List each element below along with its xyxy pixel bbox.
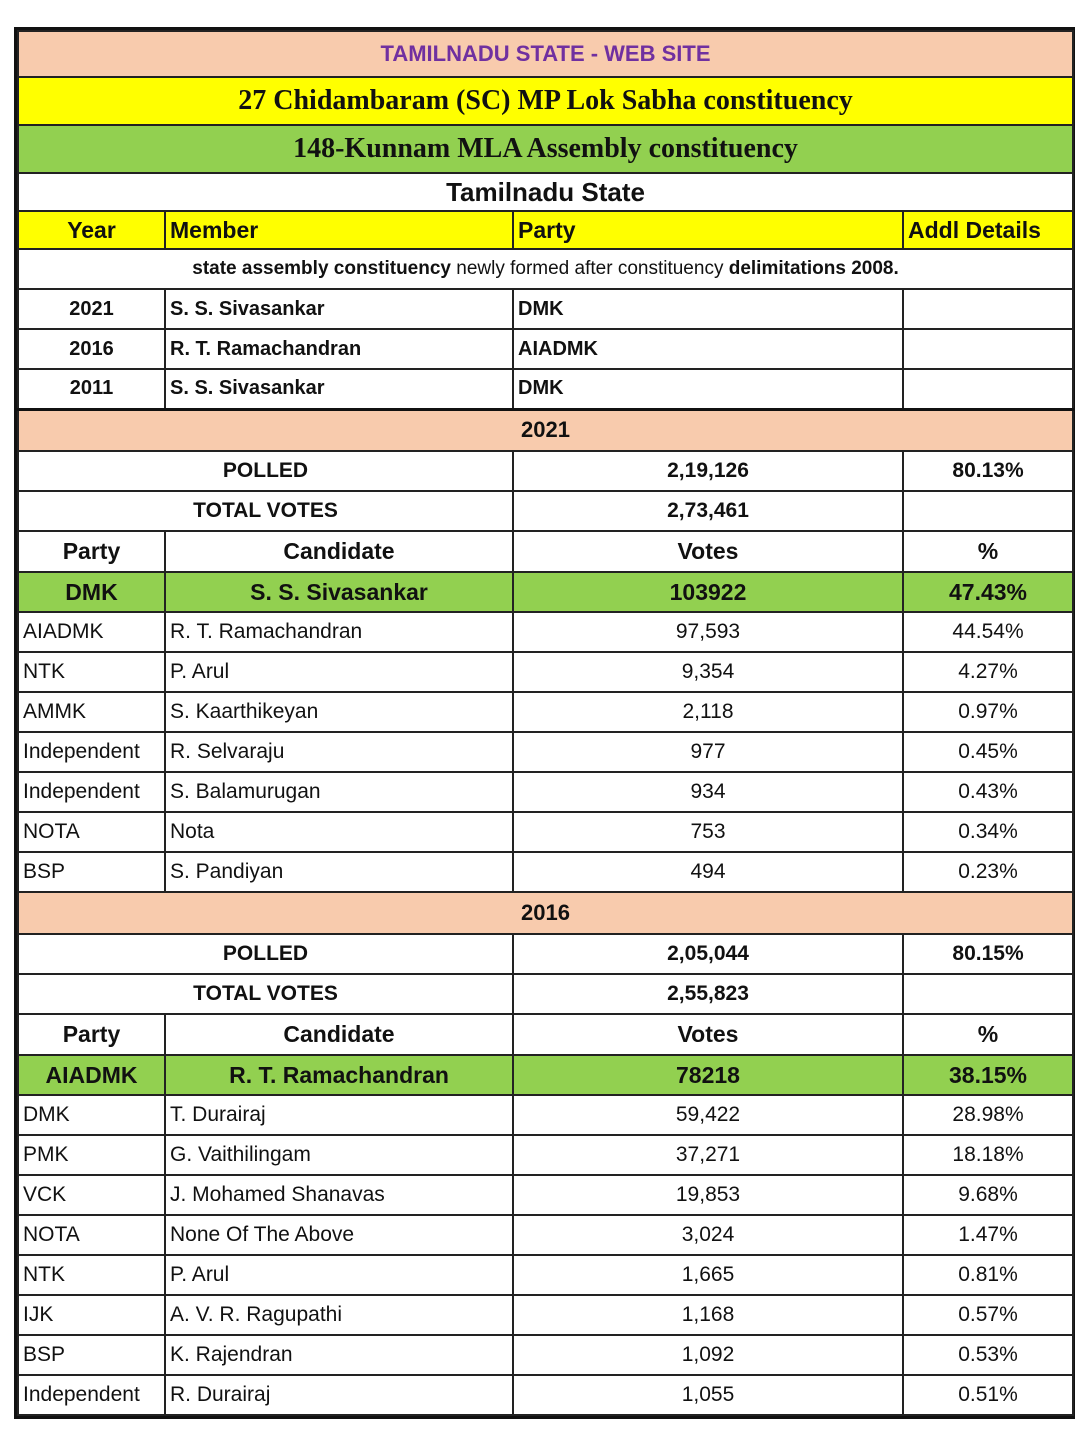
candidate-percent: 0.45% — [903, 732, 1073, 772]
candidate-votes: 1,168 — [513, 1295, 903, 1335]
candidate-row — [18, 812, 1073, 852]
candidate-row — [18, 1255, 1073, 1295]
note-part: state assembly constituency — [192, 258, 451, 279]
candidate-percent: 0.23% — [903, 852, 1073, 892]
candidate-name: R. Durairaj — [165, 1375, 513, 1415]
candidate-percent: 0.34% — [903, 812, 1073, 852]
col-header-year: Year — [18, 211, 165, 249]
total-votes-label: TOTAL VOTES — [18, 974, 513, 1014]
election-year-band: 2016 — [18, 892, 1073, 934]
candidate-row — [18, 1335, 1073, 1375]
candidate-row — [18, 1295, 1073, 1335]
table-row — [18, 974, 1073, 1014]
candidate-party: PMK — [18, 1135, 165, 1175]
candidate-name: R. Selvaraju — [165, 732, 513, 772]
candidate-votes: 494 — [513, 852, 903, 892]
col-header-addl-details: Addl Details — [903, 211, 1073, 249]
table-row — [18, 451, 1073, 491]
candidate-party: DMK — [18, 1095, 165, 1135]
candidate-votes: 19,853 — [513, 1175, 903, 1215]
winner-percent: 47.43% — [903, 572, 1073, 612]
candidate-row — [18, 852, 1073, 892]
candidate-name: A. V. R. Ragupathi — [165, 1295, 513, 1335]
candidate-percent: 0.53% — [903, 1335, 1073, 1375]
winner-votes: 78218 — [513, 1055, 903, 1095]
winner-percent: 38.15% — [903, 1055, 1073, 1095]
candidate-votes: 1,665 — [513, 1255, 903, 1295]
winner-party: AIADMK — [18, 1055, 165, 1095]
table-row — [18, 892, 1073, 934]
table-row — [18, 1014, 1073, 1055]
candidate-percent: 0.57% — [903, 1295, 1073, 1335]
election-year-band: 2021 — [18, 409, 1073, 451]
total-votes-empty — [903, 491, 1073, 531]
candidate-row — [18, 732, 1073, 772]
candidate-votes: 1,055 — [513, 1375, 903, 1415]
candidate-row — [18, 1135, 1073, 1175]
candidate-party: VCK — [18, 1175, 165, 1215]
table-row — [18, 409, 1073, 451]
member-row — [18, 369, 1073, 409]
col-header-percent: % — [903, 531, 1073, 572]
member-row — [18, 329, 1073, 369]
note-part: delimitations 2008. — [728, 258, 899, 279]
candidate-percent: 1.47% — [903, 1215, 1073, 1255]
col-header-candidate: Candidate — [165, 1014, 513, 1055]
member-details — [903, 329, 1073, 369]
candidate-percent: 18.18% — [903, 1135, 1073, 1175]
candidate-party: BSP — [18, 1335, 165, 1375]
candidate-party: BSP — [18, 852, 165, 892]
candidate-party: Independent — [18, 732, 165, 772]
candidate-percent: 0.81% — [903, 1255, 1073, 1295]
candidate-percent: 4.27% — [903, 652, 1073, 692]
candidate-name: J. Mohamed Shanavas — [165, 1175, 513, 1215]
candidate-row — [18, 1175, 1073, 1215]
polled-value: 2,05,044 — [513, 934, 903, 974]
winner-row — [18, 1055, 1073, 1095]
candidate-name: S. Balamurugan — [165, 772, 513, 812]
member-year: 2011 — [18, 369, 165, 409]
candidate-party: AMMK — [18, 692, 165, 732]
polled-value: 2,19,126 — [513, 451, 903, 491]
candidate-votes: 9,354 — [513, 652, 903, 692]
col-header-votes: Votes — [513, 1014, 903, 1055]
table-row — [18, 491, 1073, 531]
candidate-percent: 0.51% — [903, 1375, 1073, 1415]
constituency-note — [18, 249, 1073, 289]
candidate-row — [18, 1375, 1073, 1415]
candidate-percent: 44.54% — [903, 612, 1073, 652]
col-header-votes: Votes — [513, 531, 903, 572]
candidate-party: Independent — [18, 772, 165, 812]
polled-percent: 80.13% — [903, 451, 1073, 491]
member-year: 2021 — [18, 289, 165, 329]
member-name: S. S. Sivasankar — [165, 289, 513, 329]
candidate-votes: 1,092 — [513, 1335, 903, 1375]
candidate-votes: 753 — [513, 812, 903, 852]
polled-label: POLLED — [18, 451, 513, 491]
col-header-candidate: Candidate — [165, 531, 513, 572]
candidate-party: IJK — [18, 1295, 165, 1335]
winner-row — [18, 572, 1073, 612]
candidate-name: S. Pandiyan — [165, 852, 513, 892]
member-details — [903, 369, 1073, 409]
col-header-party: Party — [18, 531, 165, 572]
total-votes-value: 2,55,823 — [513, 974, 903, 1014]
member-name: R. T. Ramachandran — [165, 329, 513, 369]
candidate-name: P. Arul — [165, 652, 513, 692]
candidate-votes: 977 — [513, 732, 903, 772]
table-row — [18, 531, 1073, 572]
member-party: DMK — [513, 289, 903, 329]
candidate-party: NTK — [18, 652, 165, 692]
winner-candidate: S. S. Sivasankar — [165, 572, 513, 612]
lok-sabha-title: 27 Chidambaram (SC) MP Lok Sabha constituency — [18, 77, 1073, 125]
candidate-name: Nota — [165, 812, 513, 852]
candidate-votes: 59,422 — [513, 1095, 903, 1135]
polled-percent: 80.15% — [903, 934, 1073, 974]
candidate-party: AIADMK — [18, 612, 165, 652]
candidate-party: NOTA — [18, 1215, 165, 1255]
note-part: newly formed after constituency — [450, 258, 729, 279]
member-row — [18, 289, 1073, 329]
candidate-row — [18, 772, 1073, 812]
polled-label: POLLED — [18, 934, 513, 974]
candidate-name: S. Kaarthikeyan — [165, 692, 513, 732]
candidate-party: NTK — [18, 1255, 165, 1295]
candidate-name: G. Vaithilingam — [165, 1135, 513, 1175]
member-party: AIADMK — [513, 329, 903, 369]
candidate-row — [18, 1215, 1073, 1255]
candidate-row — [18, 612, 1073, 652]
candidate-percent: 0.43% — [903, 772, 1073, 812]
col-header-party: Party — [18, 1014, 165, 1055]
candidate-name: P. Arul — [165, 1255, 513, 1295]
results-table — [17, 30, 1074, 1416]
candidate-name: K. Rajendran — [165, 1335, 513, 1375]
candidate-name: R. T. Ramachandran — [165, 612, 513, 652]
candidate-name: T. Durairaj — [165, 1095, 513, 1135]
col-header-member: Member — [165, 211, 513, 249]
total-votes-value: 2,73,461 — [513, 491, 903, 531]
candidate-votes: 3,024 — [513, 1215, 903, 1255]
candidate-votes: 97,593 — [513, 612, 903, 652]
candidate-votes: 37,271 — [513, 1135, 903, 1175]
candidate-percent: 0.97% — [903, 692, 1073, 732]
results-sheet — [14, 27, 1075, 1419]
candidate-row — [18, 692, 1073, 732]
member-name: S. S. Sivasankar — [165, 369, 513, 409]
total-votes-label: TOTAL VOTES — [18, 491, 513, 531]
winner-candidate: R. T. Ramachandran — [165, 1055, 513, 1095]
member-party: DMK — [513, 369, 903, 409]
candidate-votes: 934 — [513, 772, 903, 812]
col-header-percent: % — [903, 1014, 1073, 1055]
member-year: 2016 — [18, 329, 165, 369]
member-details — [903, 289, 1073, 329]
state-title: Tamilnadu State — [18, 173, 1073, 211]
candidate-party: Independent — [18, 1375, 165, 1415]
candidate-name: None Of The Above — [165, 1215, 513, 1255]
winner-votes: 103922 — [513, 572, 903, 612]
winner-party: DMK — [18, 572, 165, 612]
candidate-row — [18, 652, 1073, 692]
total-votes-empty — [903, 974, 1073, 1014]
candidate-percent: 9.68% — [903, 1175, 1073, 1215]
site-title: TAMILNADU STATE - WEB SITE — [18, 31, 1073, 77]
table-row — [18, 934, 1073, 974]
candidate-party: NOTA — [18, 812, 165, 852]
col-header-party: Party — [513, 211, 903, 249]
candidate-row — [18, 1095, 1073, 1135]
candidate-votes: 2,118 — [513, 692, 903, 732]
candidate-percent: 28.98% — [903, 1095, 1073, 1135]
assembly-title: 148-Kunnam MLA Assembly constituency — [18, 125, 1073, 173]
